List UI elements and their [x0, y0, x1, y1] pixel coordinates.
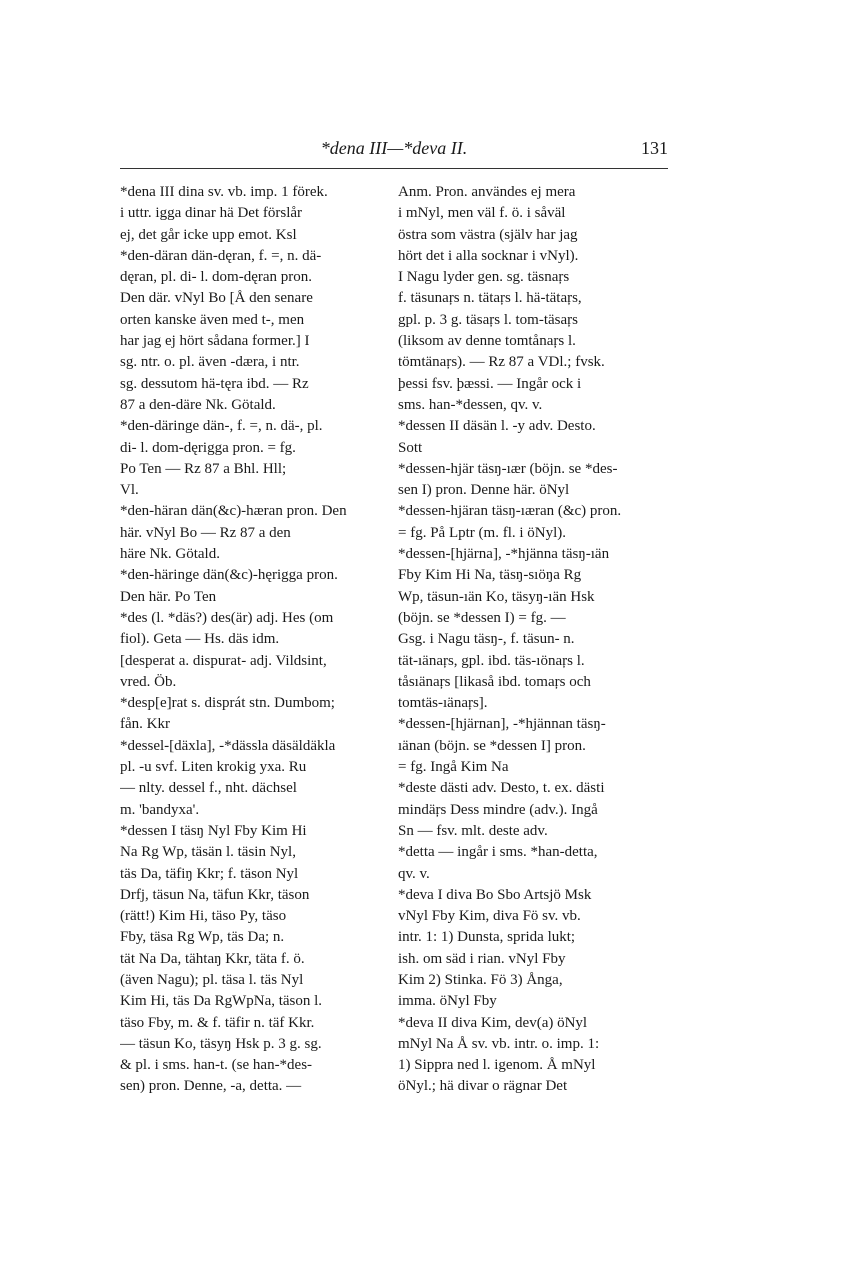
text-line: sms. han-*dessen, qv. v. — [398, 396, 543, 413]
text-line: *den-häran dän(&c)-hæran pron. Den — [120, 503, 347, 520]
text-line: *des (l. *däs?) des(är) adj. Hes (om — [120, 609, 334, 626]
text-line: har jag ej hört sådana former.] I — [120, 333, 310, 350]
text-line: Kim 2) Stinka. Fö 3) Ånga, — [398, 971, 563, 988]
text-line: (böjn. se *dessen I) = fg. — — [398, 609, 566, 626]
text-line: orten kanske även med t-, men — [120, 311, 305, 328]
text-line: 1) Sippra ned l. igenom. Å mNyl — [398, 1057, 596, 1074]
text-line: (rätt!) Kim Hi, täso Py, täso — [120, 908, 287, 925]
text-line: [desperat a. dispurat- adj. Vildsint, — [120, 652, 327, 669]
text-line: *dessel-[däxla], -*dässla däsäldäkla — [120, 737, 336, 754]
text-line: pl. -u svf. Liten krokig yxa. Ru — [120, 759, 307, 776]
text-line: Drfj, täsun Na, täfun Kkr, täson — [120, 886, 310, 903]
text-line: *dessen-[hjärna], -*hjänna täsŋ-ıän — [398, 546, 610, 563]
text-line: hört det i alla socknar i vNyl). — [398, 247, 579, 264]
text-line: Na Rg Wp, täsän l. täsin Nyl, — [120, 844, 296, 861]
text-line: i uttr. igga dinar hä Det förslår — [120, 205, 303, 222]
text-line: sen) pron. Denne, -a, detta. — — [120, 1078, 302, 1095]
text-line: *desp[e]rat s. disprát stn. Dumbom; — [120, 695, 335, 712]
text-line: Kim Hi, täs Da RgWpNa, täson l. — [120, 993, 323, 1010]
running-head: *dena III—*deva II. — [320, 138, 468, 158]
text-line: I Nagu lyder gen. sg. täsnaŗs — [398, 269, 570, 286]
text-line: *dessen-hjär täsŋ-ıær (böjn. se *des- — [398, 460, 618, 477]
text-line: *dessen I täsŋ Nyl Fby Kim Hi — [120, 822, 307, 839]
text-line: Wp, täsun-ıän Ko, täsyŋ-ıän Hsk — [398, 588, 595, 605]
text-line: *dessen II däsän l. -y adv. Desto. — [398, 418, 596, 435]
text-line: Sn — fsv. mlt. deste adv. — [398, 822, 548, 839]
text-line: tömtänaŗs). — Rz 87 a VDl.; fvsk. — [398, 354, 605, 371]
text-line: tät-ıänaŗs, gpl. ibd. täs-ıönaŗs l. — [398, 652, 585, 669]
text-line: di- l. dom-dęrigga pron. = fg. — [120, 439, 296, 456]
text-line: ish. om säd i rian. vNyl Fby — [398, 950, 566, 967]
page-header — [120, 138, 668, 164]
text-line: *den-däran dän-dęran, f. =, n. dä- — [120, 247, 322, 264]
text-line: *dessen-[hjärnan], -*hjännan täsŋ- — [398, 716, 606, 733]
text-line: Den där. vNyl Bo [Å den senare — [120, 290, 313, 307]
text-line: qv. v. — [398, 865, 430, 882]
text-line: = fg. På Lptr (m. fl. i öNyl). — [398, 524, 567, 541]
text-line: mNyl Na Å sv. vb. intr. o. imp. 1: — [398, 1035, 600, 1052]
text-line: = fg. Ingå Kim Na — [398, 759, 509, 776]
text-line: Fby, täsa Rg Wp, täs Da; n. — [120, 929, 285, 946]
text-line: vred. Öb. — [120, 673, 177, 690]
text-line: gpl. p. 3 g. täsaŗs l. tom-täsaŗs — [398, 311, 578, 328]
text-line: sen I) pron. Denne här. öNyl — [398, 482, 570, 499]
text-line: & pl. i sms. han-t. (se han-*des- — [120, 1057, 313, 1074]
text-line: þessi fsv. þæssi. — Ingår ock i — [398, 375, 582, 392]
text-line: Sott — [398, 439, 423, 456]
text-line: vNyl Fby Kim, diva Fö sv. vb. — [398, 908, 581, 925]
text-line: *deva I diva Bo Sbo Artsjö Msk — [398, 886, 592, 903]
right-column — [398, 182, 656, 1098]
text-line: Po Ten — Rz 87 a Bhl. Hll; — [120, 460, 287, 477]
text-line: sg. ntr. o. pl. även -dæra, i ntr. — [120, 354, 300, 371]
text-line: Fby Kim Hi Na, täsŋ-sıöŋa Rg — [398, 567, 582, 584]
text-line: Gsg. i Nagu täsŋ-, f. täsun- n. — [398, 631, 575, 648]
text-line: fån. Kkr — [120, 716, 170, 733]
left-column — [120, 182, 378, 1098]
text-line: 87 a den-däre Nk. Götald. — [120, 396, 276, 413]
text-line: här. vNyl Bo — Rz 87 a den — [120, 524, 291, 541]
text-line: Den här. Po Ten — [120, 588, 217, 605]
text-line: Anm. Pron. användes ej mera — [398, 184, 576, 200]
text-line: imma. öNyl Fby — [398, 993, 497, 1010]
text-line: ıänan (böjn. se *dessen I] pron. — [398, 737, 586, 754]
text-line: *dessen-hjäran täsŋ-ıæran (&c) pron. — [398, 503, 622, 520]
text-line: m. 'bandyxa'. — [120, 801, 200, 818]
text-line: *den-däringe dän-, f. =, n. dä-, pl. — [120, 418, 323, 435]
text-line: *detta — ingår i sms. *han-detta, — [398, 844, 598, 861]
text-line: (även Nagu); pl. täsa l. täs Nyl — [120, 971, 304, 988]
text-line: f. täsunaŗs n. tätaŗs l. hä-tätaŗs, — [398, 290, 582, 307]
text-line: *dena III dina sv. vb. imp. 1 förek. — [120, 184, 328, 200]
text-line: *deste dästi adv. Desto, t. ex. dästi — [398, 780, 605, 797]
text-line: *den-häringe dän(&c)-hęrigga pron. — [120, 567, 338, 584]
text-line: mindäŗs Dess mindre (adv.). Ingå — [398, 801, 598, 818]
text-line: (liksom av denne tomtånaŗs l. — [398, 333, 576, 350]
text-line: östra som västra (själv har jag — [398, 226, 578, 243]
text-line: Vl. — [120, 482, 139, 499]
text-line: tomtäs-ıänaŗs]. — [398, 695, 488, 712]
text-line: sg. dessutom hä-tęra ibd. — Rz — [120, 375, 309, 392]
text-line: fiol). Geta — Hs. däs idm. — [120, 631, 280, 648]
text-line: häre Nk. Götald. — [120, 546, 220, 563]
text-line: i mNyl, men väl f. ö. i såväl — [398, 205, 566, 222]
text-line: täs Da, täfiŋ Kkr; f. täson Nyl — [120, 865, 299, 882]
text-line: intr. 1: 1) Dunsta, sprida lukt; — [398, 929, 576, 946]
header-rule — [120, 168, 668, 169]
text-line: — täsun Ko, täsyŋ Hsk p. 3 g. sg. — [120, 1035, 322, 1052]
text-line: tåsıänaŗs [likaså ibd. tomaŗs och — [398, 673, 591, 690]
text-line: *deva II diva Kim, dev(a) öNyl — [398, 1014, 588, 1031]
page-number: 131 — [641, 138, 668, 158]
text-line: tät Na Da, tähtaŋ Kkr, täta f. ö. — [120, 950, 305, 967]
text-line: öNyl.; hä divar o rägnar Det — [398, 1078, 568, 1095]
text-line: täso Fby, m. & f. täfir n. täf Kkr. — [120, 1014, 315, 1031]
text-line: ej, det går icke upp emot. Ksl — [120, 226, 297, 243]
text-line: — nlty. dessel f., nht. dächsel — [120, 780, 297, 797]
text-line: dęran, pl. di- l. dom-dęran pron. — [120, 269, 313, 286]
